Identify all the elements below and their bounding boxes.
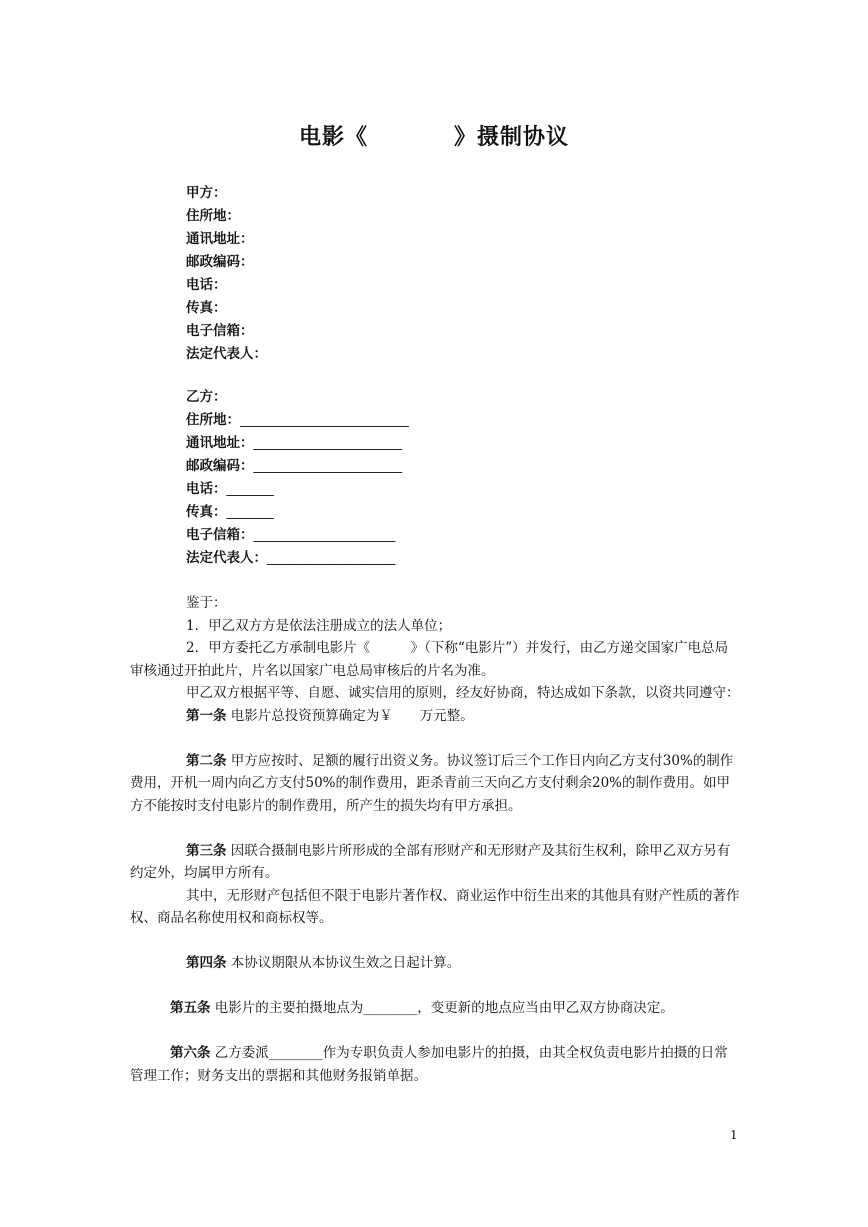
- party-b-email-label: 电子信箱：: [186, 527, 254, 543]
- party-b-rep-blank: ___________________: [267, 550, 396, 566]
- party-b-row: [186, 501, 409, 524]
- party-a-email-label: 电子信箱：: [186, 323, 254, 339]
- party-b-row: [186, 455, 409, 478]
- party-b-row: [186, 386, 409, 409]
- party-a-row: [186, 343, 267, 366]
- article-2: [130, 750, 740, 818]
- party-b-fax-blank: _______: [226, 504, 274, 520]
- party-b-address-label: 住所地：: [186, 412, 240, 428]
- title-prefix: 电影《: [298, 125, 368, 150]
- party-b-address-blank: _________________________: [240, 412, 409, 428]
- party-a-postcode-label: 邮政编码：: [186, 254, 254, 270]
- party-a-mail-label: 通讯地址：: [186, 231, 254, 247]
- party-b-rep-label: 法定代表人：: [186, 550, 267, 566]
- party-a-row: [186, 320, 267, 343]
- party-b-mail-blank: ______________________: [253, 435, 402, 451]
- party-a-rep-label: 法定代表人：: [186, 346, 267, 362]
- page-number: 1: [730, 1128, 738, 1142]
- party-a-address-label: 住所地：: [186, 208, 240, 224]
- article-label: 第五条: [170, 1000, 211, 1016]
- article-text: 电影片的主要拍摄地点为________，变更新的地点应当由甲乙双方协商决定。: [214, 1000, 674, 1016]
- paragraph-gap: [130, 1020, 740, 1043]
- party-b-row: [186, 478, 409, 501]
- paragraph-gap: [130, 975, 740, 998]
- party-a-row: [186, 251, 267, 274]
- party-a-row: [186, 228, 267, 251]
- article-text: 电影片总投资预算确定为￥ 万元整。: [230, 707, 474, 724]
- contract-body: [130, 592, 740, 1087]
- party-b-fax-label: 传真：: [186, 504, 227, 520]
- article-label: 第二条: [186, 752, 227, 769]
- party-b-phone-label: 电话：: [186, 481, 227, 497]
- paragraph-gap: [130, 930, 740, 953]
- document-title: [0, 120, 868, 151]
- party-b-block: [186, 386, 409, 570]
- party-b-email-blank: _____________________: [253, 527, 396, 543]
- article-text: 因联合摄制电影片所形成的全部有形财产和无形财产及其衍生权利，除甲乙双方另有约定外，均属甲方所有。: [130, 842, 731, 881]
- article-text: 本协议期限从本协议生效之日起计算。: [230, 955, 461, 971]
- party-a-label: 甲方：: [186, 185, 227, 201]
- article-text: 乙方委派________作为专职负责人参加电影片的拍摄，由其全权负责电影片拍摄的日常管理工作；财务支出的票据和其他财务报销单据。: [130, 1045, 728, 1084]
- recitals-intro: 甲乙双方根据平等、自愿、诚实信用的原则，经友好协商，特达成如下条款，以资共同遵守：: [186, 685, 740, 701]
- article-label: 第一条: [186, 707, 227, 724]
- article-label: 第四条: [186, 955, 227, 971]
- article-6: [130, 1042, 740, 1087]
- article-5: [130, 997, 740, 1020]
- article-4: [130, 952, 740, 975]
- article-label: 第三条: [186, 842, 227, 859]
- paragraph-gap: [130, 817, 740, 840]
- article-3: [130, 840, 740, 885]
- party-b-label: 乙方：: [186, 389, 227, 405]
- recital-item-1: 1．甲乙双方方是依法注册成立的法人单位；: [186, 617, 452, 634]
- article-3-extra: 其中，无形财产包括但不限于电影片著作权、商业运作中衍生出来的其他具有财产性质的著作权、商品名称使用权和商标权等。: [130, 887, 740, 926]
- party-a-row: [186, 182, 267, 205]
- party-a-row: [186, 205, 267, 228]
- recital-item-2: 2．甲方委托乙方承制电影片《 》（下称“电影片”）并发行，由乙方递交国家广电总局审核通过开拍此片，片名以国家广电总局审核后的片名为准。: [130, 640, 729, 679]
- recitals-heading: 鉴于：: [186, 595, 227, 611]
- party-b-mail-label: 通讯地址：: [186, 435, 254, 451]
- party-b-row: [186, 547, 409, 570]
- party-a-phone-label: 电话：: [186, 277, 227, 293]
- party-b-row: [186, 524, 409, 547]
- paragraph-gap: [130, 727, 740, 750]
- party-a-block: [186, 182, 267, 366]
- article-label: 第六条: [170, 1045, 211, 1061]
- party-a-row: [186, 274, 267, 297]
- title-suffix: 》摄制协议: [454, 125, 570, 150]
- party-b-row: [186, 409, 409, 432]
- article-text: 甲方应按时、足额的履行出资义务。协议签订后三个工作日内向乙方支付30%的制作费用，开机一周内向乙方支付50%的制作费用，距杀青前三天向乙方支付剩余20%的制作费用。如甲方不能按时支付电影片的制作费用，所产生的损失均有甲方承担。: [130, 752, 734, 814]
- party-b-row: [186, 432, 409, 455]
- party-b-postcode-label: 邮政编码：: [186, 458, 254, 474]
- article-1: [130, 705, 740, 728]
- party-b-phone-blank: _______: [226, 481, 274, 497]
- party-a-fax-label: 传真：: [186, 300, 227, 316]
- party-b-postcode-blank: ______________________: [253, 458, 402, 474]
- party-a-row: [186, 297, 267, 320]
